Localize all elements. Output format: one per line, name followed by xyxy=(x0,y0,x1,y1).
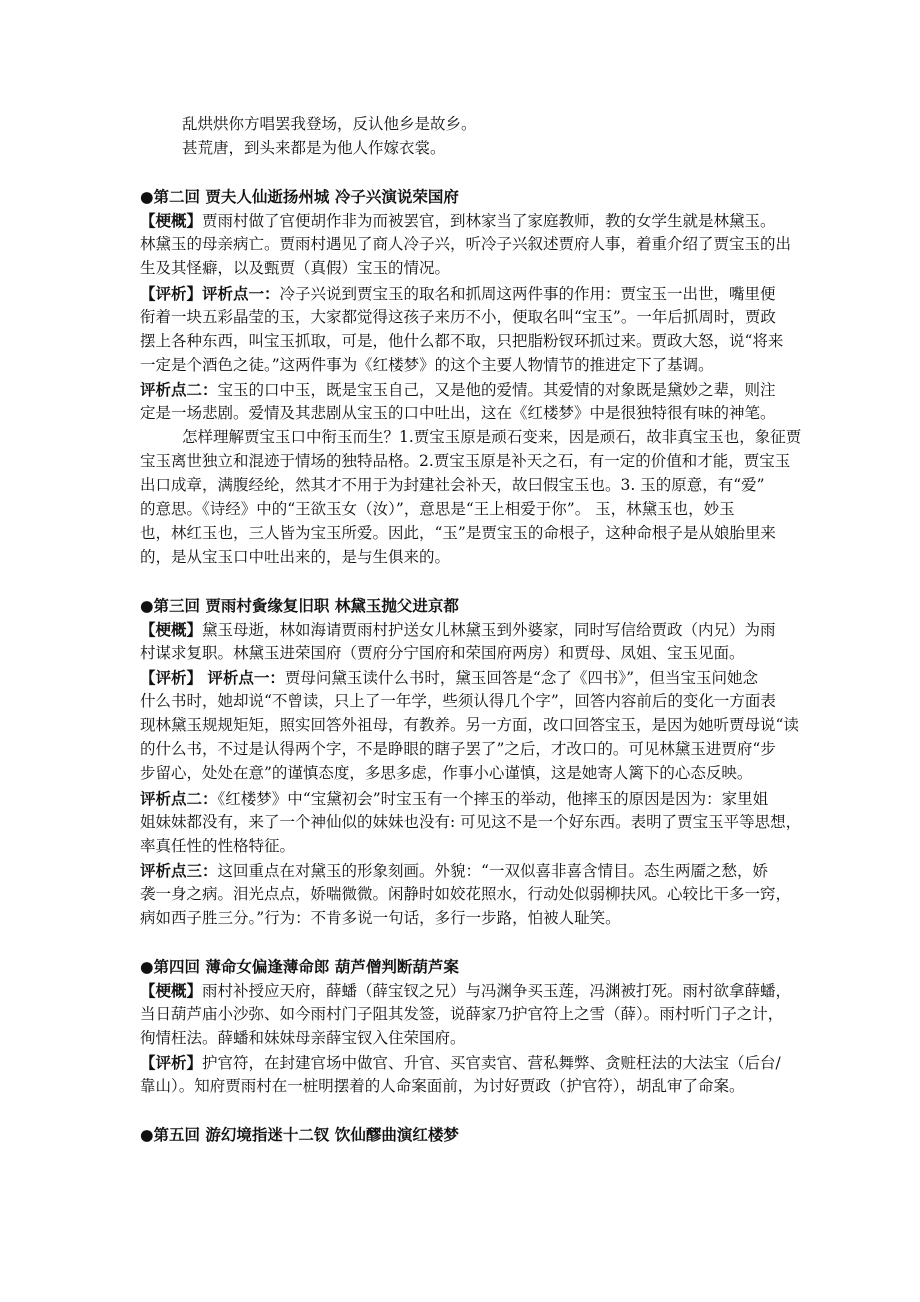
summary-text: 黛玉母逝，林如海请贾雨村护送女儿林黛玉到外婆家，同时写信给贾政（内兄）为雨 xyxy=(202,621,776,639)
chapter3-point3-line-3: 病如西子胜三分。”行为：不肯多说一句话，多行一步路，怕被人耻笑。 xyxy=(140,909,621,927)
chapter3-point2-line-1 xyxy=(140,787,790,811)
chapter2-para-line-3: 出口成章，满腹经纶，然其才不用于为封建社会补天，故曰假宝玉也。3. 玉的原意，有“爱” xyxy=(140,476,765,494)
point2-text: 宝玉的口中玉，既是宝玉自己，又是他的爱情。其爱情的对象既是黛妙之辈，则注 xyxy=(217,381,776,399)
intro-line-2: 甚荒唐，到头来都是为他人作嫁衣裳。 xyxy=(182,139,446,157)
chapter3-analysis-line-2: 什么书时，她却说“不曾读，只上了一年学，些须认得几个字”，回答内容前后的变化一方面表 xyxy=(140,692,776,710)
chapter3-analysis-line-5: 步留心，处处在意”的谨慎态度，多思多虑，作事小心谨慎，这是她寄人篱下的心态反映。 xyxy=(140,764,753,782)
analysis-label: 【评析】 评析点一： xyxy=(140,668,285,687)
point3-label: 评析点三： xyxy=(140,861,218,880)
chapter4-summary-line-3: 徇情枉法。薛蟠和妹妹母亲薛宝钗入住荣国府。 xyxy=(140,1029,466,1047)
analysis-text: 贾母问黛玉读什么书时，黛玉回答是“念了《四书》”，但当宝玉问她念 xyxy=(284,669,759,687)
chapter2-para-line-1: 怎样理解贾宝玉口中衔玉而生？1.贾宝玉原是顽石变来，因是顽石，故非真宝玉也，象征贾 xyxy=(182,428,802,446)
chapter4-summary-line-2: 当日葫芦庙小沙弥、如今雨村门子阻其发签，说薛家乃护官符上之雪（薛）。雨村听门子之计， xyxy=(140,1005,784,1023)
chapter2-analysis-line-4: 一定是个酒色之徒。”这两件事为《红楼梦》的这个主要人物情节的推进定下了基调。 xyxy=(140,356,714,374)
point2-text: 《红楼梦》中“宝黛初会”时宝玉有一个摔玉的举动，他摔玉的原因是因为：家里姐 xyxy=(217,790,769,808)
chapter2-para-line-6: 的，是从宝玉口中吐出来的，是与生俱来的。 xyxy=(140,548,451,566)
chapter2-summary-line-2: 林黛玉的母亲病亡。贾雨村遇见了商人冷子兴，听冷子兴叙述贾府人事，着重介绍了贾宝玉的出 xyxy=(140,235,792,253)
chapter2-heading: ●第二回 贾夫人仙逝扬州城 冷子兴演说荣国府 xyxy=(140,187,459,206)
chapter3-heading: ●第三回 贾雨村夤缘复旧职 林黛玉抛父进京都 xyxy=(140,596,459,615)
chapter3-analysis-line-3: 现林黛玉规规矩矩，照实回答外祖母，有教养。另一方面，改口回答宝玉，是因为她听贾母说“读 xyxy=(140,716,799,734)
summary-label: 【梗概】 xyxy=(140,620,203,639)
analysis-label: 【评析】 xyxy=(140,1053,203,1072)
chapter4-summary-line-1 xyxy=(140,979,790,1003)
chapter3-point2-line-2: 姐妹妹都没有，来了一个神仙似的妹妹也没有: 可见这不是一个好东西。表明了贾宝玉平等思想， xyxy=(140,813,802,831)
chapter2-analysis-line-3: 摆上各种东西，叫宝玉抓取，可是，他什么都不取，只把脂粉钗环抓过来。贾政大怒，说“将来 xyxy=(140,332,784,350)
chapter3-analysis-line-1 xyxy=(140,666,790,690)
chapter4-heading: ●第四回 薄命女偏逢薄命郎 葫芦僧判断葫芦案 xyxy=(140,957,459,976)
chapter2-para-line-4: 的意思。《诗经》中的“王欲玉女（汝）”，意思是“王上相爱于你”。 玉，林黛玉也，妙玉 xyxy=(140,500,735,518)
chapter3-point2-line-3: 率真任性的性格特征。 xyxy=(140,837,296,855)
intro-line-1: 乱烘烘你方唱罢我登场，反认他乡是故乡。 xyxy=(182,115,477,133)
chapter2-summary-line-1 xyxy=(140,209,790,233)
analysis-text: 护官符，在封建官场中做官、升官、买官卖官、营私舞弊、贪赃枉法的大法宝（后台/ xyxy=(202,1054,781,1072)
analysis-text: 冷子兴说到贾宝玉的取名和抓周这两件事的作用：贾宝玉一出世，嘴里便 xyxy=(279,285,776,303)
summary-text: 雨村补授应天府，薛蟠（薛宝钗之兄）与冯渊争买玉莲，冯渊被打死。雨村欲拿薛蟠， xyxy=(202,982,792,1000)
chapter3-point3-line-2: 袭一身之病。泪光点点，娇喘微微。闲静时如姣花照水，行动处似弱柳扶风。心较比干多一窍， xyxy=(140,885,792,903)
chapter4-analysis-line-2: 靠山）。知府贾雨村在一桩明摆着的人命案面前，为讨好贾政（护官符），胡乱审了命案。 xyxy=(140,1077,745,1095)
point2-label: 评析点二： xyxy=(140,380,218,399)
chapter2-analysis-line-1 xyxy=(140,282,790,306)
chapter2-summary-line-3: 生及其怪癖，以及甄贾（真假）宝玉的情况。 xyxy=(140,259,451,277)
chapter3-summary-line-1 xyxy=(140,618,790,642)
analysis-label: 【评析】评析点一： xyxy=(140,284,280,303)
chapter4-analysis-line-1 xyxy=(140,1051,790,1075)
chapter3-analysis-line-4: 的什么书，不过是认得两个字，不是睁眼的瞎子罢了”之后，才改口的。可见林黛玉进贾府“步 xyxy=(140,740,776,758)
chapter2-para-line-2: 宝玉离世独立和混迹于情场的独特品格。2.贾宝玉原是补天之石，有一定的价值和才能，贾宝玉 xyxy=(140,452,791,470)
chapter3-point3-line-1 xyxy=(140,859,790,883)
summary-label: 【梗概】 xyxy=(140,981,203,1000)
chapter2-point2-line-2: 定是一场悲剧。爱情及其悲剧从宝玉的口中吐出，这在《红楼梦》中是很独特很有味的神笔。 xyxy=(140,404,776,422)
summary-label: 【梗概】 xyxy=(140,211,203,230)
point3-text: 这回重点在对黛玉的形象刻画。外貌：“一双似喜非喜含情目。态生两靥之愁，娇 xyxy=(217,862,768,880)
chapter2-analysis-line-2: 衔着一块五彩晶莹的玉，大家都觉得这孩子来历不小，便取名叫“宝玉”。一年后抓周时，贾政 xyxy=(140,308,776,326)
chapter2-point2-line-1 xyxy=(140,378,790,402)
point2-label: 评析点二： xyxy=(140,789,218,808)
chapter3-summary-line-2: 村谋求复职。林黛玉进荣国府（贾府分宁国府和荣国府两房）和贾母、凤姐、宝玉见面。 xyxy=(140,644,745,662)
summary-text: 贾雨村做了官便胡作非为而被罢官，到林家当了家庭教师，教的女学生就是林黛玉。 xyxy=(202,212,776,230)
chapter5-heading: ●第五回 游幻境指迷十二钗 饮仙醪曲演红楼梦 xyxy=(140,1125,459,1144)
chapter2-para-line-5: 也，林红玉也，三人皆为宝玉所爱。因此，“玉”是贾宝玉的命根子，这种命根子是从娘胎里来 xyxy=(140,524,776,542)
